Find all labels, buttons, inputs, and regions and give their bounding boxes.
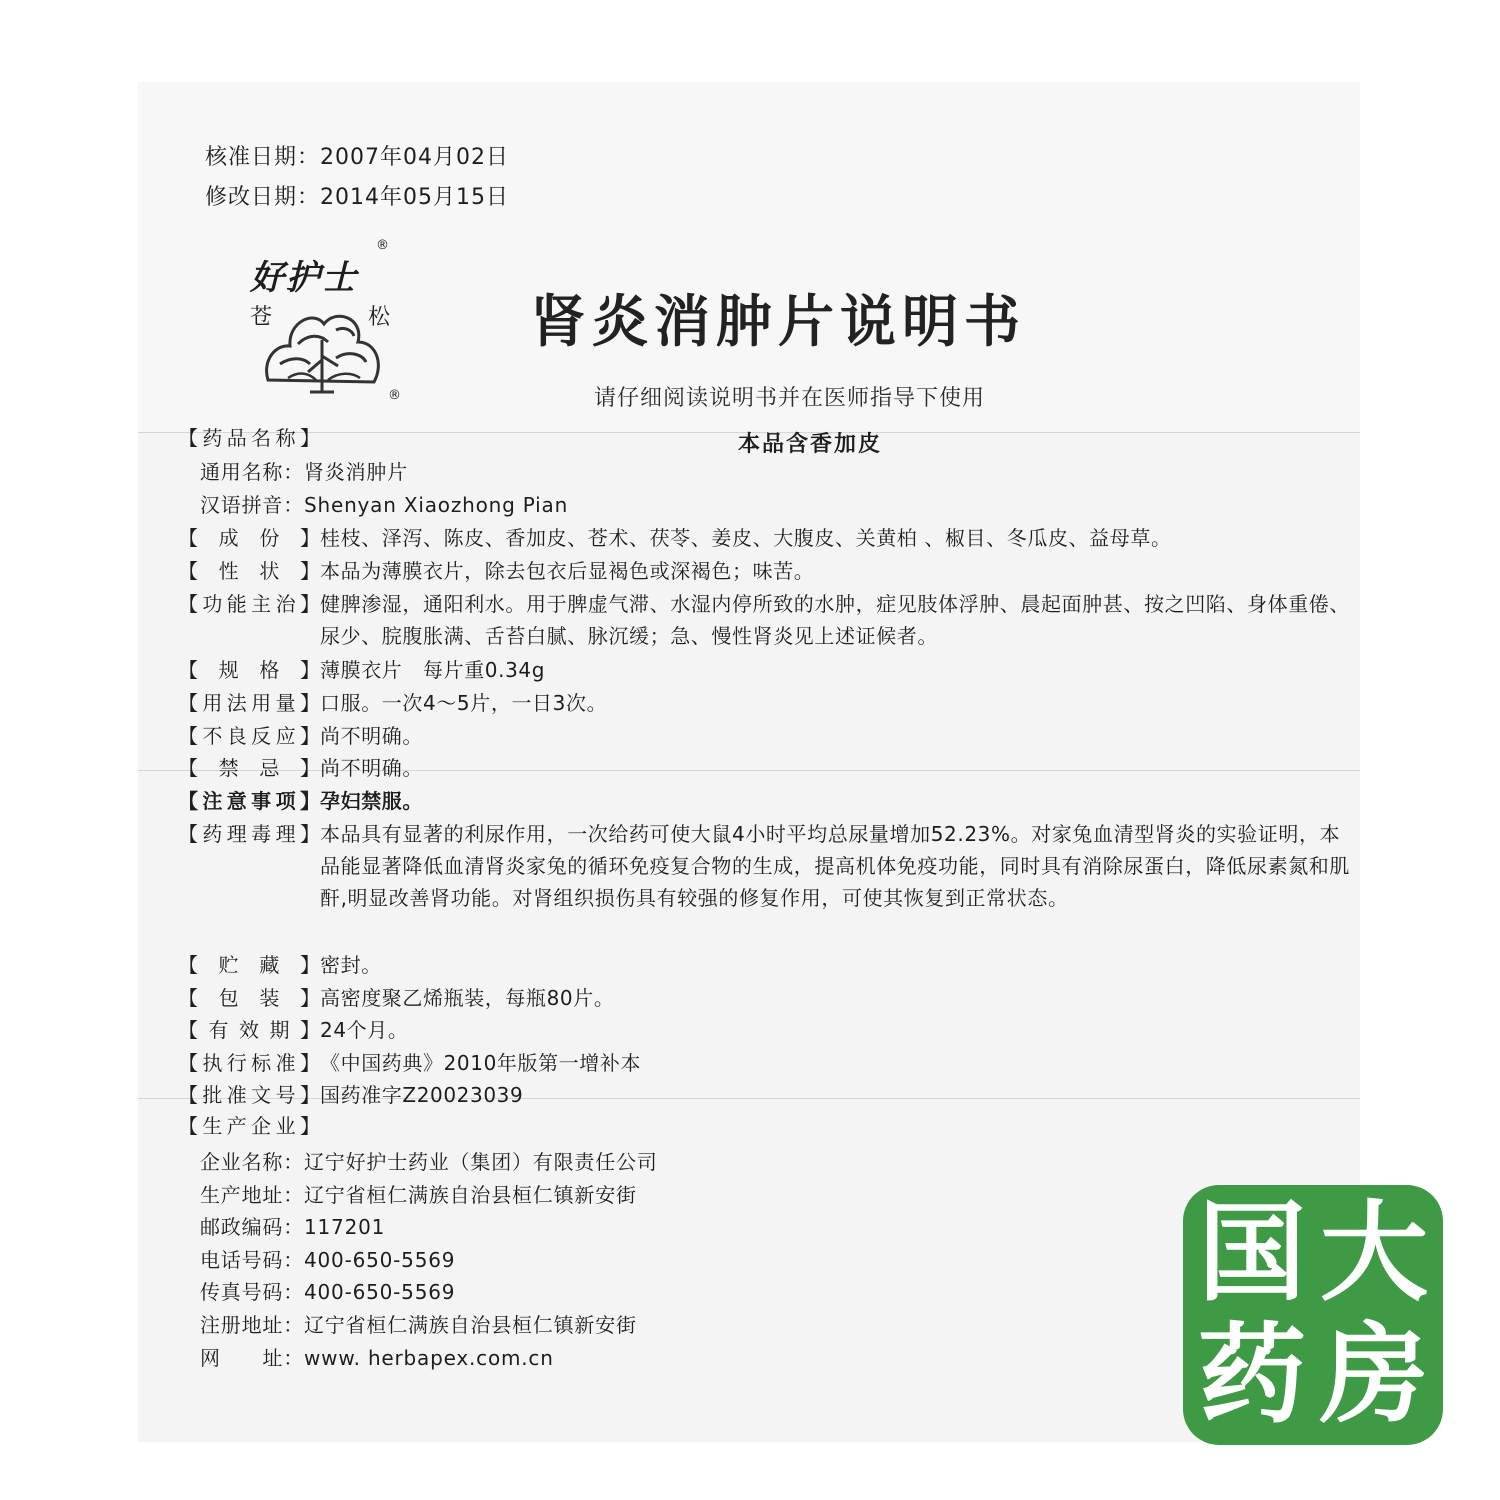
company-name: 企业名称：辽宁好护士药业（集团）有限责任公司 bbox=[200, 1150, 658, 1174]
section-validity bbox=[178, 1014, 1353, 1046]
section-ingredients bbox=[178, 522, 1353, 554]
section-storage bbox=[178, 949, 1353, 981]
section-label: 【 性 状 】 bbox=[178, 559, 320, 583]
section-pharmacology bbox=[178, 818, 1353, 914]
section-label: 【 执 行 标 准 】 bbox=[178, 1051, 320, 1075]
website-label: 网 址： bbox=[200, 1346, 304, 1370]
stamp-char: 国 bbox=[1197, 1191, 1306, 1316]
section-label: 【 功 能 主 治 】 bbox=[178, 592, 320, 616]
section-label: 【 规 格 】 bbox=[178, 658, 320, 682]
section-label: 【 生 产 企 业 】 bbox=[178, 1114, 320, 1138]
subtitle: 请仔细阅读说明书并在医师指导下使用 bbox=[594, 386, 986, 411]
pine-tree-icon bbox=[258, 300, 391, 400]
website-row bbox=[200, 1342, 554, 1374]
section-text: 桂枝、泽泻、陈皮、香加皮、苍术、茯苓、姜皮、大腹皮、关黄柏 、椒目、冬瓜皮、益母草。 bbox=[320, 526, 1172, 550]
warning-notice: 本品含香加皮 bbox=[738, 432, 883, 457]
section-standard bbox=[178, 1047, 1353, 1079]
section-text: 健脾渗湿，通阳利水。用于脾虚气滞、水湿内停所致的水肿，症见肢体浮肿、晨起面肿甚、按之凹陷、身体重倦、尿少、脘腹胀满、舌苔白腻、脉沉缓；急、慢性肾炎见上述证候者。 bbox=[320, 592, 1350, 648]
page-title: 肾炎消肿片说明书 bbox=[530, 289, 1026, 355]
phone-number: 电话号码：400-650-5569 bbox=[200, 1248, 456, 1272]
fax-number: 传真号码：400-650-5569 bbox=[200, 1280, 456, 1304]
section-text: 《中国药典》2010年版第一增补本 bbox=[320, 1051, 642, 1075]
section-appearance bbox=[178, 555, 1353, 587]
section-dosage bbox=[178, 687, 1353, 719]
section-label: 【 注 意 事 项 】 bbox=[178, 789, 320, 813]
revision-date: 修改日期：2014年05月15日 bbox=[205, 185, 509, 210]
registered-address: 注册地址：辽宁省桓仁满族自治县桓仁镇新安街 bbox=[200, 1313, 637, 1337]
section-label: 【 禁 忌 】 bbox=[178, 756, 320, 780]
section-text: 薄膜衣片 每片重0.34g bbox=[320, 658, 546, 682]
section-text: 口服。一次4～5片，一日3次。 bbox=[320, 691, 608, 715]
section-text: 密封。 bbox=[320, 953, 382, 977]
section-adverse-reactions bbox=[178, 720, 1353, 752]
section-contraindications bbox=[178, 752, 1353, 784]
stamp-char: 药 bbox=[1197, 1313, 1306, 1438]
brand-sub-right: 松 bbox=[368, 305, 391, 330]
section-label: 【 成 份 】 bbox=[178, 526, 320, 550]
section-label: 【 有 效 期 】 bbox=[178, 1018, 320, 1042]
brand-name: 好护士 bbox=[250, 258, 358, 298]
section-text: 24个月。 bbox=[320, 1018, 409, 1042]
section-label: 【 用 法 用 量 】 bbox=[178, 691, 320, 715]
section-text: 尚不明确。 bbox=[320, 756, 423, 780]
section-label: 【 药 理 毒 理 】 bbox=[178, 822, 320, 846]
pinyin-name: 汉语拼音：Shenyan Xiaozhong Pian bbox=[200, 493, 569, 517]
stamp-char: 房 bbox=[1319, 1313, 1428, 1438]
section-indications bbox=[178, 588, 1353, 652]
section-label: 【 不 良 反 应 】 bbox=[178, 724, 320, 748]
section-text: 尚不明确。 bbox=[320, 724, 423, 748]
pharmacy-logo-stamp bbox=[1183, 1185, 1443, 1445]
stamp-char: 大 bbox=[1319, 1191, 1428, 1316]
brand-sub-left: 苍 bbox=[250, 305, 273, 330]
section-text: 本品为薄膜衣片，除去包衣后显褐色或深褐色；味苦。 bbox=[320, 559, 815, 583]
section-label: 【 贮 藏 】 bbox=[178, 953, 320, 977]
registered-mark-bottom: ® bbox=[388, 388, 401, 403]
section-label: 【 药 品 名 称 】 bbox=[178, 426, 320, 450]
section-label: 【 批 准 文 号 】 bbox=[178, 1083, 320, 1107]
website-link[interactable]: www. herbapex.com.cn bbox=[304, 1346, 554, 1370]
postcode: 邮政编码：117201 bbox=[200, 1215, 386, 1239]
section-approval-number bbox=[178, 1079, 1353, 1111]
section-text: 孕妇禁服。 bbox=[320, 789, 423, 813]
section-text: 本品具有显著的利尿作用，一次给药可使大鼠4小时平均总尿量增加52.23%。对家兔血清型肾炎的实验证明，本品能显著降低血清肾炎家兔的循环免疫复合物的生成，提高机体免疫功能，同时具有消除尿蛋白，降低尿素氮和肌酐,明显改善肾功能。对肾组织损伤具有较强的修复作用，可使其恢复到正常状态。 bbox=[320, 822, 1350, 910]
approval-date: 核准日期：2007年04月02日 bbox=[205, 145, 509, 170]
registered-mark: ® bbox=[376, 238, 389, 253]
section-packaging bbox=[178, 982, 1353, 1014]
section-text: 国药准字Z20023039 bbox=[320, 1083, 524, 1107]
section-label: 【 包 装 】 bbox=[178, 986, 320, 1010]
section-text: 高密度聚乙烯瓶装，每瓶80片。 bbox=[320, 986, 615, 1010]
common-name: 通用名称：肾炎消肿片 bbox=[200, 460, 408, 484]
production-address: 生产地址：辽宁省桓仁满族自治县桓仁镇新安街 bbox=[200, 1183, 637, 1207]
section-precautions bbox=[178, 785, 1353, 817]
section-specification bbox=[178, 654, 1353, 686]
